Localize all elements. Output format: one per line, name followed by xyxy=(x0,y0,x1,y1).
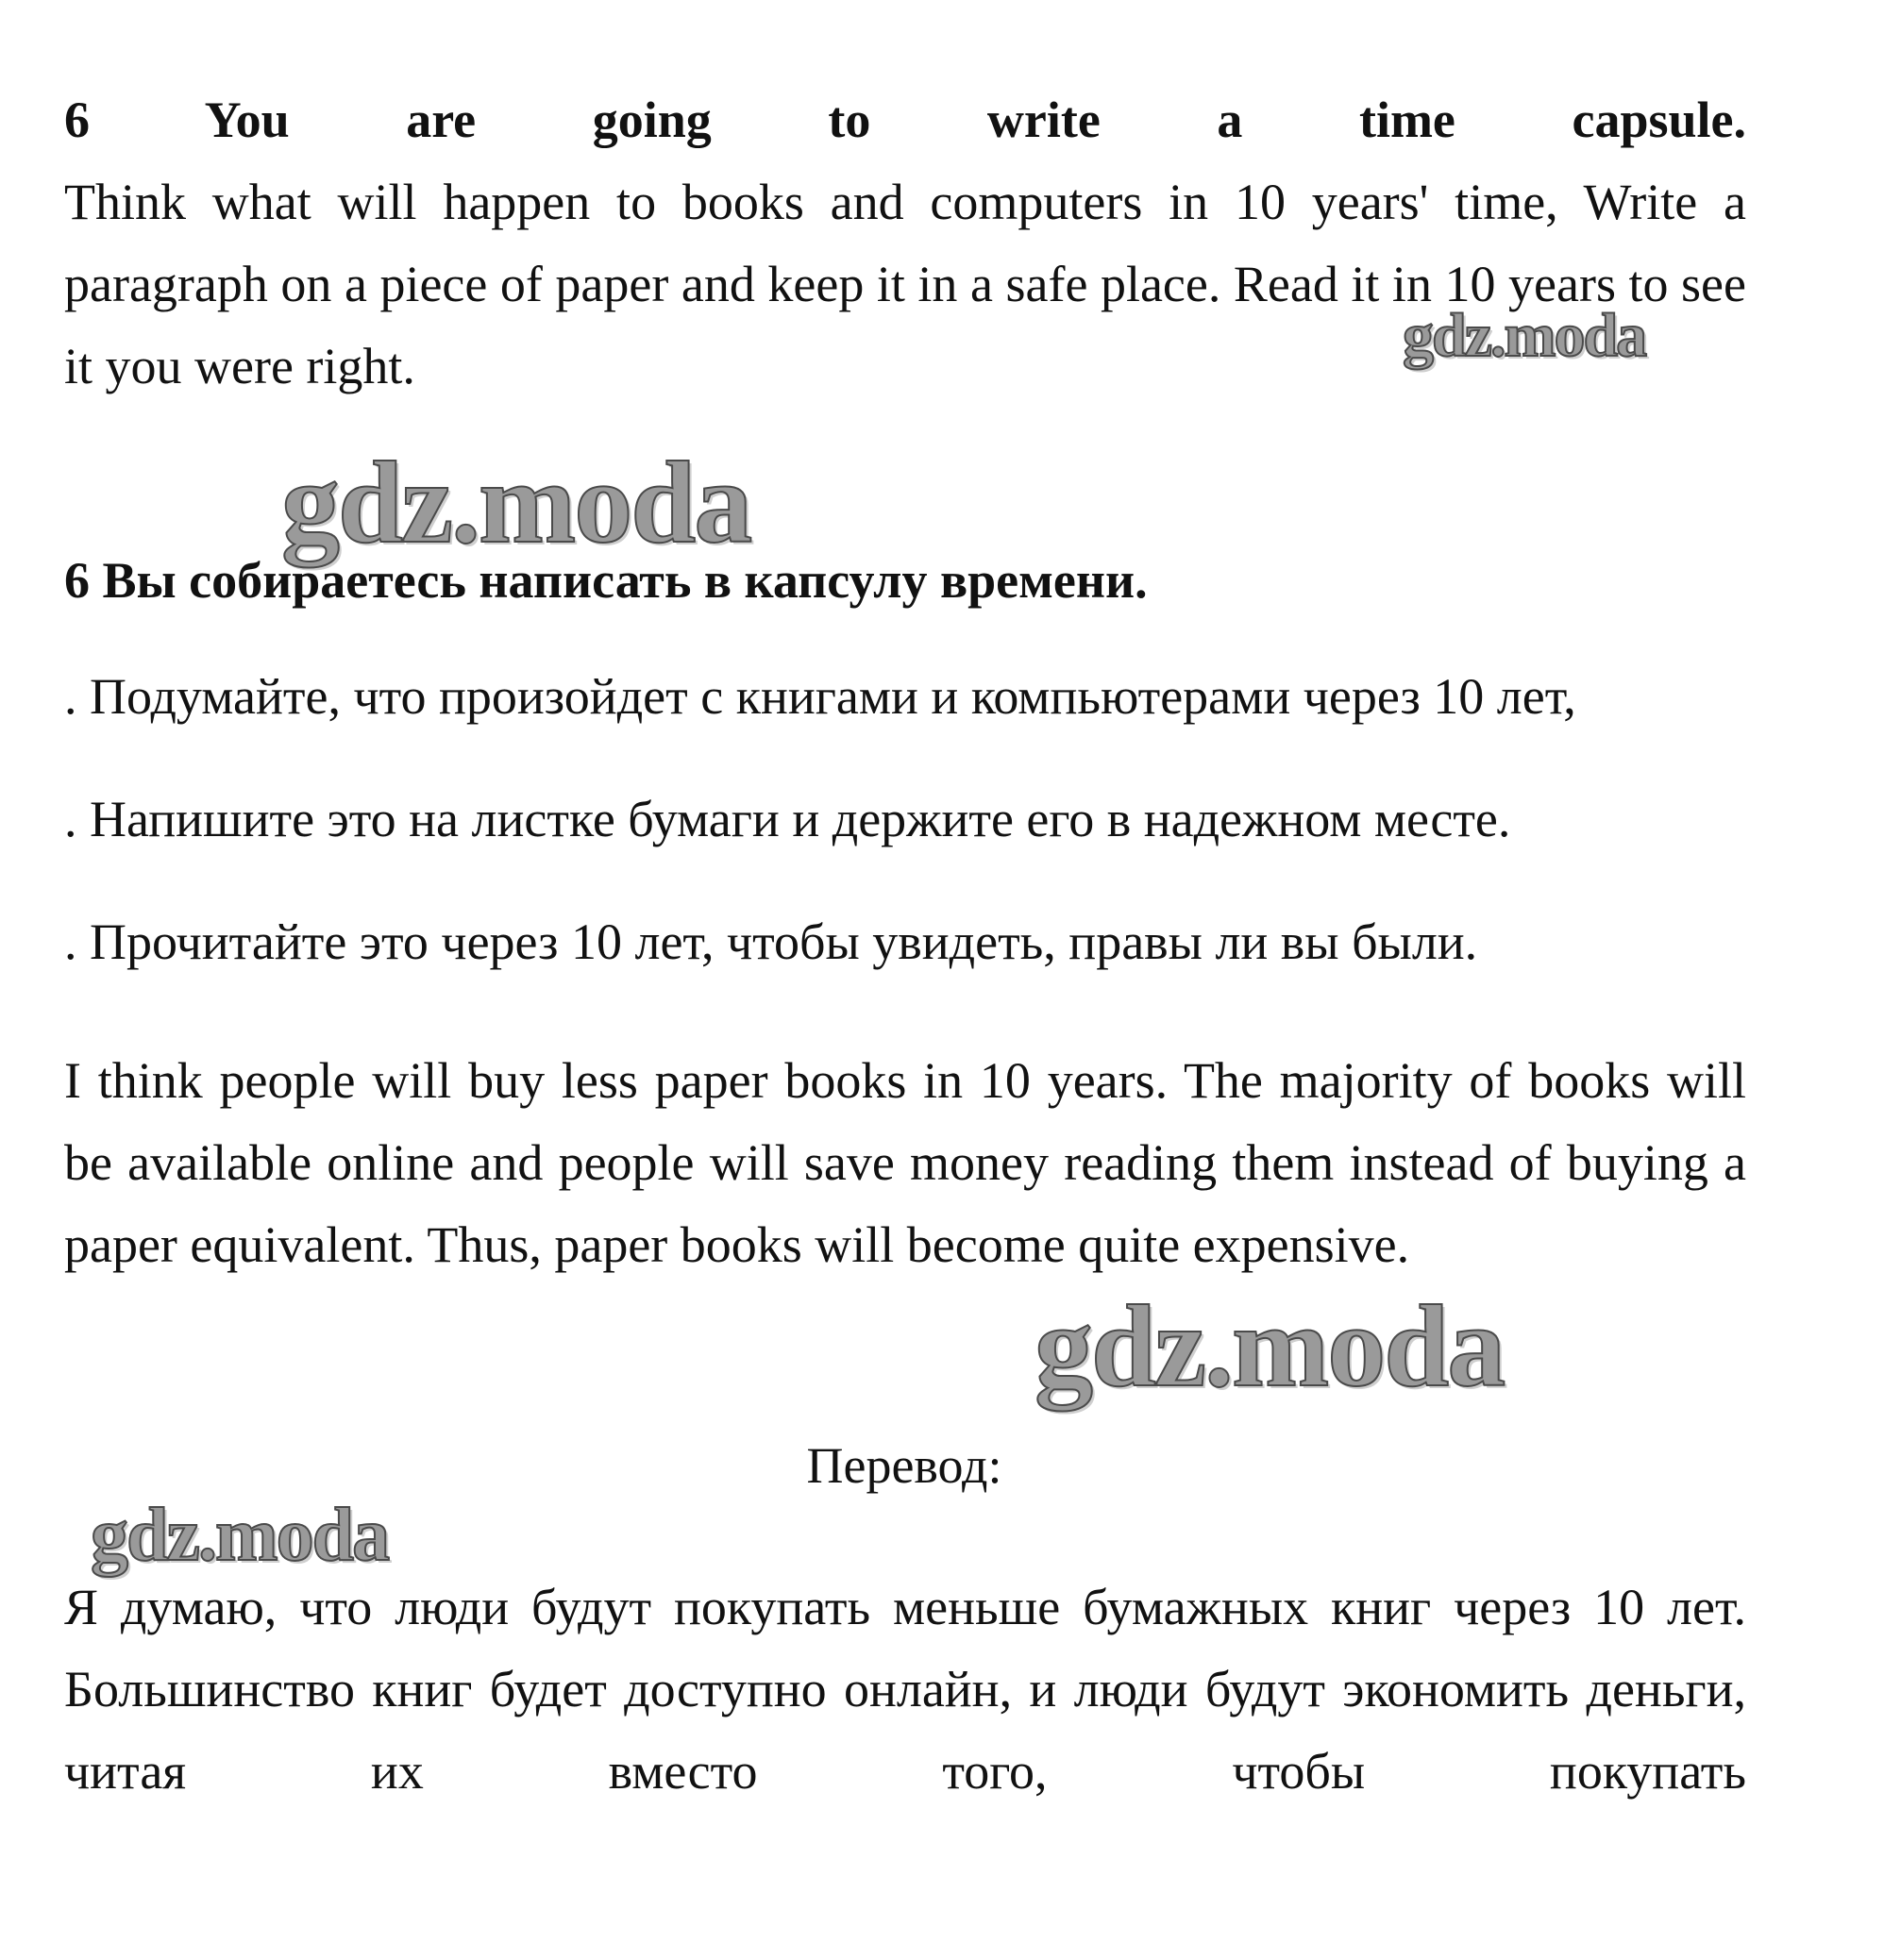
watermark-logo: gdz.moda xyxy=(91,1494,389,1577)
task-russian-line: . Прочитайте это через 10 лет, чтобы увидеть, правы ли вы были. xyxy=(64,913,1478,970)
task-english-body: Think what will happen to books and computers in 10 years' time, Write a paragraph on a piece of paper and keep it in a safe place. Read it in 10 years to see it you were right. xyxy=(64,174,1746,394)
answer-russian: Я думаю, что люди будут покупать меньше бумажных книг через 10 лет. Большинство книг будет доступно онлайн, и люди будут экономить деньги, читая их вместо того, чтобы покупать xyxy=(64,1579,1746,1800)
task-russian-line: . Напишите это на листке бумаги и держите его в надежном месте. xyxy=(64,791,1511,847)
watermark-logo: gdz.moda xyxy=(1035,1282,1505,1411)
task-russian-title: 6 Вы собираетесь написать в капсулу времени. xyxy=(64,552,1148,609)
translation-heading: Перевод: xyxy=(806,1437,1002,1494)
answer-english: I think people will buy less paper books in 10 years. The majority of books will be available online and people will save money reading them instead of buying a paper equivalent. Thus, paper books will become quite expensive. xyxy=(64,1052,1746,1273)
watermark-logo: gdz.moda xyxy=(1403,301,1646,370)
task-russian-line: . Подумайте, что произойдет с книгами и компьютерами через 10 лет, xyxy=(64,668,1576,725)
task-english-lead: 6 You are going to write a time capsule. xyxy=(64,92,1746,148)
watermark-logo: gdz.moda xyxy=(281,438,751,567)
